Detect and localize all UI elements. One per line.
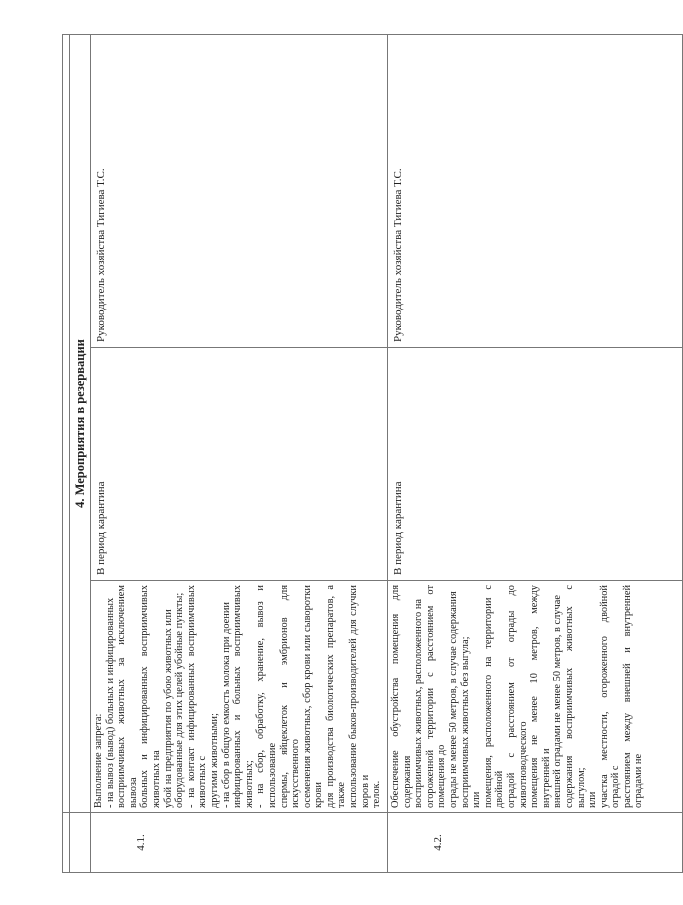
measure-line: использование быков-производителей для случки коров и <box>348 585 371 808</box>
measure-line: - на сбор в общую емкость молока при доении <box>220 602 232 808</box>
measure-line: оградой с расстоянием от ограды до животноводческого <box>505 585 529 808</box>
measure-line: убой на предприятия по убою животных или <box>162 609 174 808</box>
measure-line: расстоянием между внешней и внутренней оградами не <box>621 585 645 808</box>
measure-line: другими животными; <box>208 713 220 808</box>
section-row <box>70 34 91 872</box>
measure-line: - на вывоз (вывод) больных и инфицированных <box>104 597 116 808</box>
measure-line: восприимчивых животных без выгула; <box>459 636 471 808</box>
term-cell: В период карантина <box>91 348 388 581</box>
measure-line: или <box>587 791 599 808</box>
measure-text <box>388 581 683 813</box>
measure-line: помещения не менее 10 метров, между внутренней и <box>529 585 552 808</box>
responsible-cell: Руководитель хозяйства Тигиева Т.С. <box>388 34 683 347</box>
term-cell: В период карантина <box>388 348 683 581</box>
measure-line: участка местности, огороженного двойной оградой с <box>598 585 622 808</box>
measure-line: огороженной территории с расстоянием от помещения до <box>424 585 448 808</box>
measure-line: Обеспечение обустройства помещения для содержания <box>390 585 413 808</box>
measure-line: больных и инфицированных восприимчивых животных на <box>139 585 162 808</box>
row-number: 4.2. <box>388 813 683 873</box>
measure-text <box>91 581 388 813</box>
measure-line: восприимчивых животных, расположенного на <box>413 598 425 808</box>
measure-line: восприимчивых животных за исключением вывоза <box>116 585 139 808</box>
measure-line: содержания восприимчивых животных с выгулом; <box>563 585 587 808</box>
table-row <box>388 34 683 872</box>
measure-line: внешней оградами не менее 50 метров, в случае <box>552 595 564 808</box>
measure-line: Выполнение запрета: <box>93 713 104 808</box>
measures-table <box>62 34 683 873</box>
measure-line: помещения, расположенного на территории с двойной <box>482 585 506 808</box>
measure-line: - на сбор, обработку, хранение, вывоз и использование <box>255 585 278 808</box>
measure-line: - на контакт инфицированных восприимчивых животных с <box>185 585 209 808</box>
measure-line: ограды не менее 50 метров, в случае содержания <box>447 591 459 808</box>
table-row <box>91 34 388 872</box>
row-number: 4.1. <box>91 813 388 873</box>
measure-line: для производства биологических препаратов, а также <box>324 585 348 808</box>
measure-line: инфицированных и больных восприимчивых животных; <box>232 585 255 808</box>
table-header-spacer <box>63 34 70 872</box>
measure-line: или <box>471 791 483 808</box>
section-title: 4. Мероприятия в резервации <box>70 34 91 812</box>
measure-line: осеменения животных, сбор крови или сыворотки крови <box>301 585 325 808</box>
measure-line: телок. <box>371 780 383 808</box>
measure-line: спермы, яйцеклеток и эмбрионов для искусственного <box>278 585 302 808</box>
responsible-cell: Руководитель хозяйства Тигиева Т.С. <box>91 34 388 347</box>
measure-line: оборудованные для этих целей убойные пункты; <box>174 592 186 808</box>
